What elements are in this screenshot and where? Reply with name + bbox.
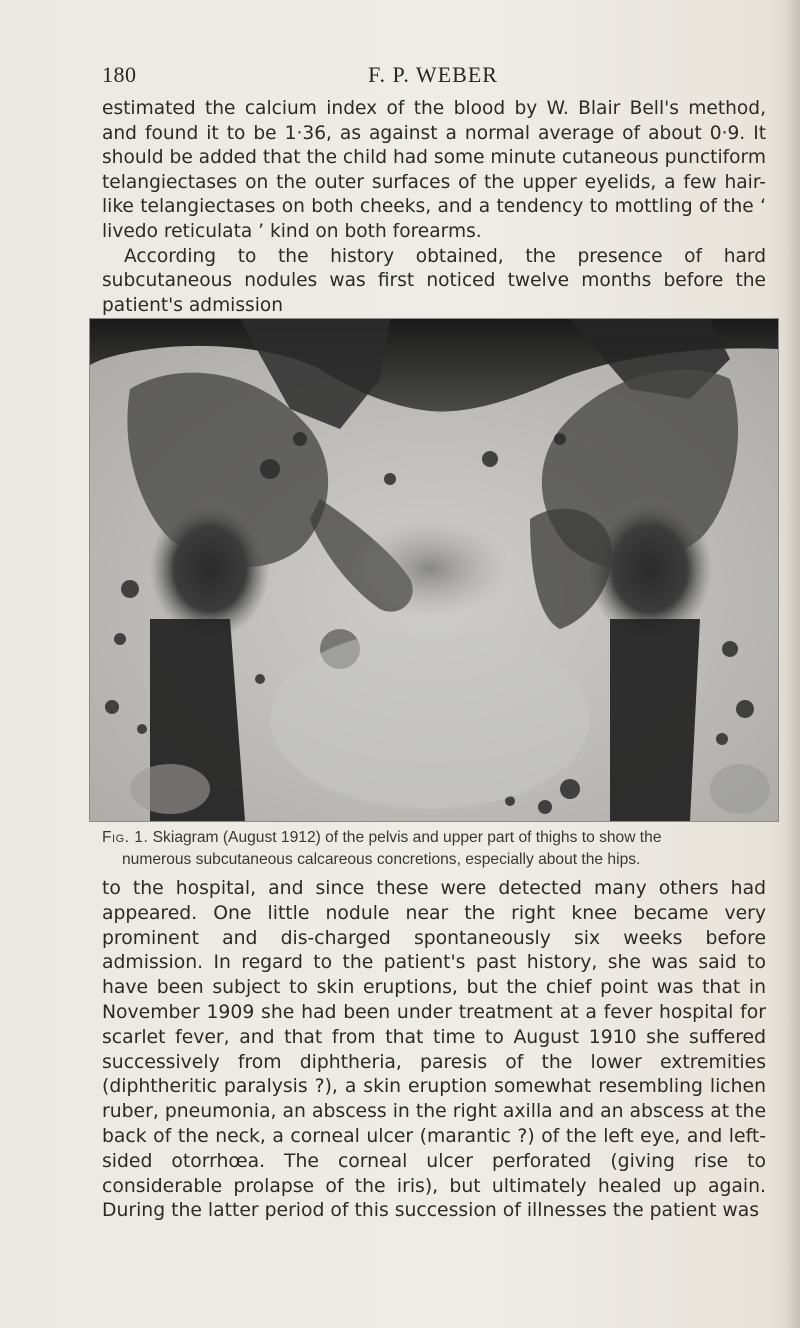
top-text-block [102,97,766,318]
caption-line-2: numerous subcutaneous calcareous concretions, especially about the hips. [122,851,641,868]
page-number: 180 [102,62,137,87]
paragraph-3: to the hospital, and since these were detected many others had appeared. One little nodule near the right knee became very prominent and dis-charged spontaneously six weeks before admission. In regard to the patient's past history, she was said to have been subject to skin eruptions, but the chief point was that in November 1909 she had been under treatment at a fever hospital for scarlet fever, and that from that time to August 1910 she suffered successively from diphtheria, paresis of the lower extremities (diphtheritic paralysis ?), a skin eruption somewhat resembling lichen ruber, pneumonia, an abscess in the right axilla and an abscess at the back of the neck, a corneal ulcer (marantic ?) of the left eye, and left-sided otorrhœa. The corneal ulcer perforated (giving rise to considerable prolapse of the iris), but ultimately healed up again. During the latter period of this succession of illnesses the patient was [102,878,766,1222]
figure-label: Fig. 1. [102,829,149,846]
bottom-text-block [102,877,766,1224]
paragraph-2: According to the history obtained, the presence of hard subcutaneous nodules was first noticed twelve months before the patient's admission [102,245,766,316]
paragraph-1: estimated the calcium index of the blood by W. Blair Bell's method, and found it to be 1·36, as against a normal average of about 0·9. It should be added that the child had some minute cutaneous punctiform telangiectases on the outer surfaces of the upper eyelids, a few hair-like telangiectases on both cheeks, and a tendency to mottling of the ‘ livedo reticulata ’ kind on both forearms. [102,98,766,242]
running-head: F. P. WEBER [368,62,498,87]
page-header [102,62,764,92]
page-edge-shadow [786,0,800,1328]
skiagram-figure [89,318,779,822]
figure-caption [102,827,766,871]
skiagram-image [90,319,778,821]
caption-line-1: Skiagram (August 1912) of the pelvis and upper part of thighs to show the [152,829,662,846]
